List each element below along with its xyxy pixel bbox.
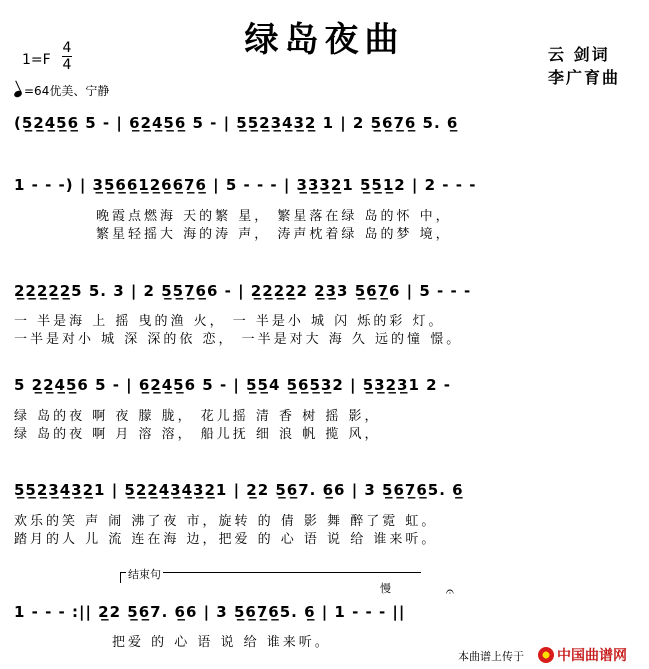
lyric-line-5-verse-1: 欢乐的笑 声 闹 沸了夜 市，旋转 的 倩 影 舞 醉了霓 虹。 [14, 514, 438, 529]
key-signature: 1=F [22, 52, 51, 68]
fermata-icon: 𝄐 [446, 584, 454, 600]
lyric-line-4-verse-2: 绿 岛的夜 啊 月 溶 溶， 船儿抚 细 浪 帆 揽 风， [14, 427, 381, 442]
quarter-note-icon [13, 90, 23, 99]
music-line-3: 2̲2̲2̲2̲2̲5 5. 3 | 2 5̲5̲7̲6̲6 - | 2̲2̲2̲2̲2 2̲3̲3 5̲6̲7̲6 | 5 - - - [14, 282, 472, 300]
footer-text: 本曲谱上传于 [458, 650, 524, 663]
lyric-line-3-verse-2: 一半是对小 城 深 深的依 恋， 一半是对大 海 久 远的憧 憬。 [14, 332, 463, 347]
site-logo-icon [538, 647, 554, 663]
music-line-1: (5̲2̲4̲5̲6̲ 5 - | 6̲2̲4̲5̲6̲ 5 - | 5̲5̲2̲3̲4̲3̲2̲ 1 | 2 5̲6̲7̲6̲ 5. 6̲ [14, 114, 459, 132]
time-signature [62, 41, 72, 72]
time-bottom: 4 [62, 57, 72, 73]
lyric-line-6: 把爱 的 心 语 说 给 谁来听。 [112, 635, 331, 650]
music-line-2: 1 - - -) | 3̲5̲6̲6̲1̲2̲6̲6̲7̲6̲ | 5 - - - | 3̲3̲3̲2̲1 5̲5̲1̲2 | 2 - - - [14, 176, 477, 194]
lyric-line-5-verse-2: 踏月的人 儿 流 连在海 边，把爱 的 心 语 说 给 谁来听。 [14, 532, 438, 547]
tempo-mark: =64优美、宁静 [14, 82, 109, 99]
lyricist-credit: 云 剑词 [548, 45, 610, 64]
ending-bracket [120, 572, 421, 583]
lyric-line-4-verse-1: 绿 岛的夜 啊 夜 朦 胧， 花儿摇 清 香 树 摇 影， [14, 409, 381, 424]
lyric-line-2-verse-2: 繁星轻摇大 海的涛 声， 涛声枕着绿 岛的梦 境， [96, 227, 452, 242]
music-line-4: 5 2̲2̲4̲5̲6 5 - | 6̲2̲4̲5̲6 5 - | 5̲5̲4 5̲6̲5̲3̲2 | 5̲3̲2̲3̲1 2 - [14, 376, 452, 394]
music-line-6: 1 - - - :|| 2̲2 5̲6̲7. 6̲6 | 3 5̲6̲7̲6̲5. 6̲ | 1 - - - || [14, 603, 406, 621]
lyric-line-2-verse-1: 晚霞点燃海 天的繁 星， 繁星落在绿 岛的怀 中， [96, 209, 452, 224]
music-line-5: 5̲5̲2̲3̲4̲3̲2̲1 | 5̲2̲2̲4̲3̲4̲3̲2̲1 | 2̲2 5̲6̲7. 6̲6 | 3 5̲6̲7̲6̲5. 6̲ [14, 481, 464, 499]
song-title: 绿岛夜曲 [244, 20, 405, 60]
site-logo[interactable]: 中国曲谱网 [538, 645, 627, 665]
composer-credit: 李广育曲 [548, 68, 621, 87]
lyric-line-3-verse-1: 一 半是海 上 摇 曳的渔 火， 一 半是小 城 闪 烁的彩 灯。 [14, 314, 445, 329]
ending-label: 结束句 [128, 568, 161, 581]
time-top: 4 [62, 40, 72, 56]
slow-mark: 慢 [380, 582, 391, 595]
